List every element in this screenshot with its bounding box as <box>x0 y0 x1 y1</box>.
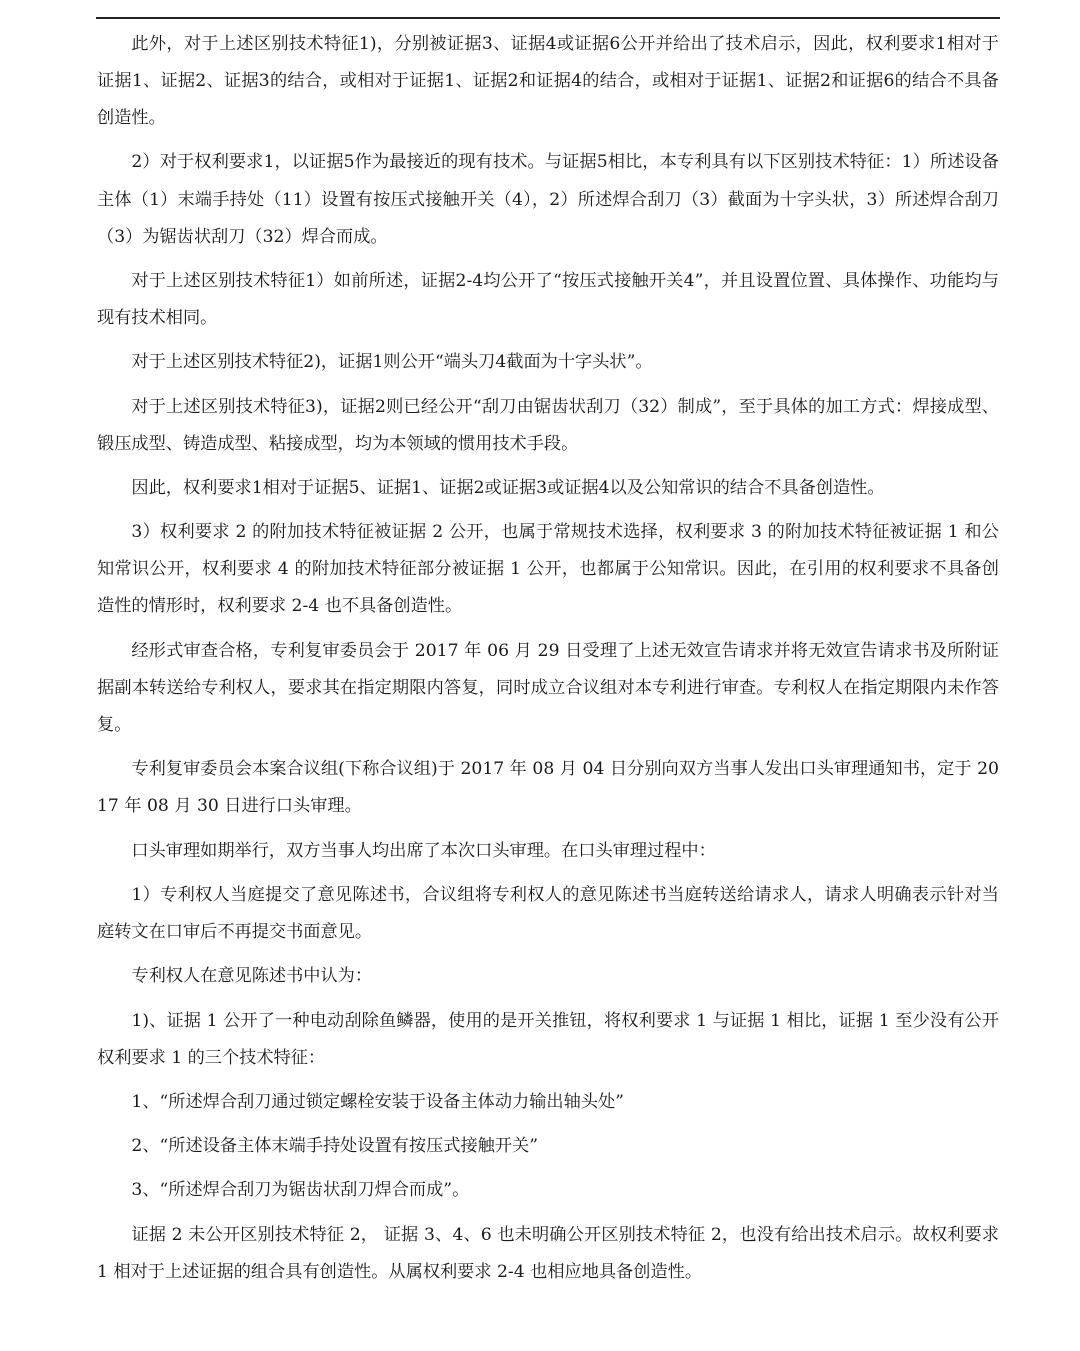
paragraph: 对于上述区别技术特征3)，证据2则已经公开“刮刀由锯齿状刮刀（32）制成”，至于具体的加工方式：焊接成型、锻压成型、铸造成型、粘接成型，均为本领域的惯用技术手段。 <box>97 396 999 454</box>
header-rule <box>96 17 1000 19</box>
paragraph: 1）专利权人当庭提交了意见陈述书，合议组将专利权人的意见陈述书当庭转送给请求人，请求人明确表示针对当庭转文在口审后不再提交书面意见。 <box>97 884 999 942</box>
paragraph: 2、“所述设备主体末端手持处设置有按压式接触开关” <box>131 1136 539 1157</box>
paragraph: 专利权人在意见陈述书中认为： <box>131 966 373 987</box>
paragraph: 证据 2 未公开区别技术特征 2， 证据 3、4、6 也未明确公开区别技术特征 2，也没有给出技术启示。故权利要求 1 相对于上述证据的组合具有创造性。从属权利要求 2-4 也相应地具备创造性。 <box>97 1224 999 1282</box>
paragraph: 对于上述区别技术特征1）如前所述，证据2-4均公开了“按压式接触开关4”，并且设置位置、具体操作、功能均与现有技术相同。 <box>97 270 999 329</box>
paragraph: 1、“所述焊合刮刀通过锁定螺栓安装于设备主体动力输出轴头处” <box>131 1091 624 1112</box>
paragraph: 经形式审查合格，专利复审委员会于 2017 年 06 月 29 日受理了上述无效宣告请求并将无效宣告请求书及所附证据副本转送给专利权人，要求其在指定期限内答复，同时成立合议组对本专利进行审查。专利权人在指定期限内未作答复。 <box>97 640 999 735</box>
paragraph: 此外，对于上述区别技术特征1)，分别被证据3、证据4或证据6公开并给出了技术启示，因此，权利要求1相对于证据1、证据2、证据3的结合，或相对于证据1、证据2和证据4的结合，或相对于证据1、证据2和证据6的结合不具备创造性。 <box>97 34 999 129</box>
paragraph: 因此，权利要求1相对于证据5、证据1、证据2或证据3或证据4以及公知常识的结合不具备创造性。 <box>131 477 885 498</box>
document-body <box>97 26 999 1298</box>
paragraph: 口头审理如期举行，双方当事人均出席了本次口头审理。在口头审理过程中： <box>131 840 716 861</box>
paragraph: 1)、证据 1 公开了一种电动刮除鱼鳞器，使用的是开关推钮，将权利要求 1 与证据 1 相比，证据 1 至少没有公开权利要求 1 的三个技术特征： <box>97 1010 999 1068</box>
paragraph: 3）权利要求 2 的附加技术特征被证据 2 公开，也属于常规技术选择，权利要求 3 的附加技术特征被证据 1 和公知常识公开，权利要求 4 的附加技术特征部分被证据 1 公开，也都属于公知常识。因此，在引用的权利要求不具备创造性的情形时，权利要求 2-4 也不具备创造性。 <box>97 522 999 617</box>
paragraph: 专利复审委员会本案合议组(下称合议组)于 2017 年 08 月 04 日分别向双方当事人发出口头审理通知书，定于 2017 年 08 月 30 日进行口头审理。 <box>97 759 999 817</box>
paragraph: 对于上述区别技术特征2)，证据1则公开“端头刀4截面为十字头状”。 <box>131 352 653 373</box>
paragraph: 2）对于权利要求1，以证据5作为最接近的现有技术。与证据5相比，本专利具有以下区别技术特征：1）所述设备主体（1）末端手持处（11）设置有按压式接触开关（4），2）所述焊合刮刀（3）截面为十字头状，3）所述焊合刮刀（3）为锯齿状刮刀（32）焊合而成。 <box>97 152 999 247</box>
paragraph: 3、“所述焊合刮刀为锯齿状刮刀焊合而成”。 <box>131 1180 470 1201</box>
